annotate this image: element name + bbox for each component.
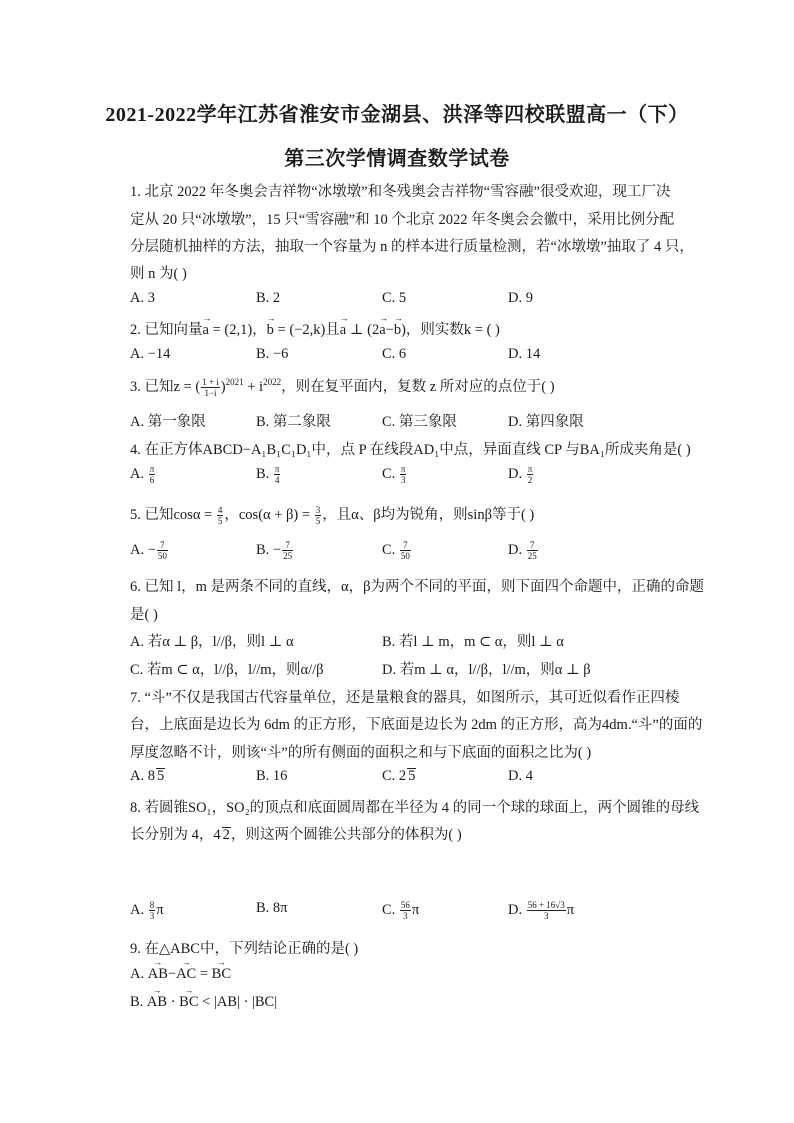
q1-option-d: D. 9 — [508, 290, 533, 306]
q2-option-c: C. 6 — [382, 346, 407, 362]
q5-option-d: D. $\frac{7}{25}$ — [508, 540, 537, 561]
q5-stem: 5. 已知cosα = $\frac{4}{5}$ ，cos(α + β) = $\frac{3}{5}$ ，且α、β均为锐角，则sinβ等于( ) — [130, 505, 535, 527]
q1-line3: 分层随机抽样的方法，抽取一个容量为 n 的样本进行质量检测，若“冰墩墩”抽取了 4 只， — [130, 239, 694, 255]
fraction: $\frac{1 + i}{1-i}$ — [202, 377, 219, 399]
q7-line3: 厚度忽略不计，则该“斗”的所有侧面的面积之和与下底面的面积之比为( ) — [130, 745, 592, 761]
q8-line1: 8. 若圆锥SO₁，SO₂的顶点和底面圆周都在半径为 4 的同一个球的球面上，两个圆锥的母线 — [130, 800, 700, 816]
q6-line1: 6. 已知 l，m 是两条不同的直线，α，β为两个不同的平面，则下面四个命题中，正确的命题 — [130, 579, 705, 595]
q6-option-d: D. 若m ⊥ α，l//β，l//m，则α ⊥ β — [382, 662, 591, 678]
q4-option-c: C. $\frac{\pi}{3}$ — [382, 464, 406, 485]
q4-option-d: D. $\frac{\pi}{2}$ — [508, 464, 533, 485]
vector-a: → a — [379, 322, 385, 339]
q1-line2: 定从 20 只“冰墩墩”，15 只“雪容融”和 10 个北京 2022 年冬奥会会徽中，采用比例分配 — [130, 212, 675, 228]
q7-option-a: A. 8 5 — [130, 768, 165, 784]
q1-line1: 1. 北京 2022 年冬奥会吉祥物“冰墩墩”和冬残奥会吉祥物“雪容融”很受欢迎，现工厂决 — [130, 184, 671, 200]
q5-option-c: C. $\frac{7}{50}$ — [382, 540, 410, 561]
q1-option-c: C. 5 — [382, 290, 407, 306]
q3-option-c: C. 第三象限 — [382, 414, 457, 430]
sqrt: 5 — [408, 768, 416, 784]
vector-a: → a — [340, 322, 346, 339]
q1-option-a: A. 3 — [130, 290, 155, 306]
q9-option-b: B. → AB · → BC < |AB| · |BC| — [130, 994, 277, 1011]
q3-option-d: D. 第四象限 — [508, 414, 584, 430]
q5-option-a: A. − $\frac{7}{50}$ — [130, 540, 167, 561]
q9-option-a: A. → AB−→ AC = → BC — [130, 966, 231, 983]
q1-option-b: B. 2 — [256, 290, 281, 306]
q3-option-b: B. 第二象限 — [256, 414, 331, 430]
vector-b: → b — [267, 322, 274, 339]
q9-stem: 9. 在△ABC中，下列结论正确的是( ) — [130, 941, 359, 957]
q7-option-c: C. 2 5 — [382, 768, 416, 784]
vector-b: → b — [394, 322, 401, 339]
q3-stem: 3. 已知z = ( $\frac{1 + i}{1-i}$ )$^{2021} + i^{2022}$，则在复平面内，复数 z 所对应的点位于( ) — [130, 377, 555, 399]
exam-title-line2: 第三次学情调查数学试卷 — [284, 148, 510, 170]
q2-option-a: A. −14 — [130, 346, 171, 362]
q7-line1: 7. “斗”不仅是我国古代容量单位，还是量粮食的器具，如图所示，其可近似看作正四棱 — [130, 690, 680, 706]
q3-option-a: A. 第一象限 — [130, 414, 206, 430]
q2-option-d: D. 14 — [508, 346, 541, 362]
q4-stem: 4. 在正方体ABCD−A₁B₁C₁D₁中，点 P 在线段AD₁中点，异面直线 CP 与BA₁所成夹角是( ) — [130, 442, 691, 458]
sqrt: 2 — [222, 827, 230, 843]
sqrt: 5 — [156, 768, 165, 784]
q7-option-b: B. 16 — [256, 768, 288, 784]
q7-option-d: D. 4 — [508, 768, 533, 784]
exam-title-line1: 2021-2022学年江苏省淮安市金湖县、洪泽等四校联盟高一（下） — [105, 104, 689, 126]
q6-option-b: B. 若l ⊥ m，m ⊂ α，则l ⊥ α — [382, 634, 564, 650]
q6-option-c: C. 若m ⊂ α，l//β，l//m，则α//β — [130, 662, 324, 678]
q2-stem: 2. 已知向量→ a = (2,1)，→ b = (−2,k)且→ a ⊥ (2→ a−→ b)，则实数k = ( ) — [130, 318, 500, 339]
q4-option-b: B. $\frac{\pi}{4}$ — [256, 464, 280, 485]
q7-line2: 台，上底面是边长为 6dm 的正方形，下底面是边长为 2dm 的正方形，高为4dm.“斗”的面的 — [130, 717, 703, 733]
vector-a: → a — [203, 322, 209, 339]
q5-option-b: B. − $\frac{7}{25}$ — [256, 540, 293, 561]
q4-option-a: A. $\frac{\pi}{6}$ — [130, 464, 155, 485]
q6-line2: 是( ) — [130, 607, 158, 623]
q6-option-a: A. 若α ⊥ β，l//β，则l ⊥ α — [130, 634, 294, 650]
q2-option-b: B. −6 — [256, 346, 289, 362]
q1-line4: 则 n 为( ) — [130, 266, 187, 282]
q8-line2: 长分别为 4，4 2，则这两个圆锥公共部分的体积为( ) — [130, 827, 462, 843]
q8-option-d: D. $\frac{56 + 16√3}{3}$ π — [508, 900, 575, 921]
q8-option-a: A. $\frac{8}{3}$ π — [130, 900, 164, 921]
q8-option-b: B. 8π — [256, 900, 288, 916]
q8-option-c: C. $\frac{56}{3}$ π — [382, 900, 420, 921]
